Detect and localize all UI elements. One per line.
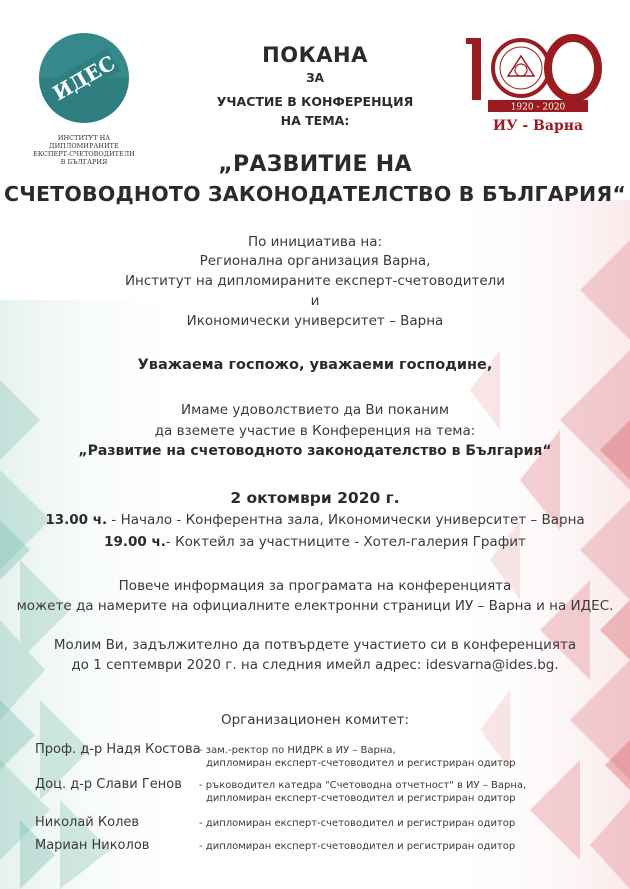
committee-member-role: - дипломиран експерт-счетоводител и регистриран одитор [199,818,516,829]
initiative-org-2: Институт на дипломираните експерт-счетоводители [124,273,506,289]
initiative-intro: По инициатива на: [247,234,383,250]
schedule-time: 19.00 ч. [104,534,166,550]
conference-title-line-2: СЧЕТОВОДНОТО ЗАКОНОДАТЕЛСТВО В БЪЛГАРИЯ“ [3,182,627,206]
iu-years: 1920 - 2020 [510,102,566,113]
header-line-2: УЧАСТИЕ В КОНФЕРЕНЦИЯ [216,94,414,109]
ides-caption-line: ЕКСПЕРТ-СЧЕТОВОДИТЕЛИ [33,150,135,158]
header-line-3: НА ТЕМА: [280,113,350,128]
committee-title: Организационен комитет: [220,712,410,728]
header-za: ЗА [306,71,324,85]
committee-member-role: - дипломиран експерт-счетоводител и регистриран одитор [199,841,516,852]
schedule-text: - Начало - Конферентна зала, Икономически университет – Варна [107,512,585,528]
info-line-2: можете да намерите на официалните електронни страници ИУ – Варна и на ИДЕС. [16,598,614,614]
initiative-and: и [310,293,320,309]
committee-member-name: Доц. д-р Слави Генов [35,777,182,792]
committee-member-role: - ръководител катедра "Счетоводна отчетност" в ИУ – Варна, [199,780,527,791]
committee-member-name: Мариан Николов [35,838,150,853]
confirm-line-1: Молим Ви, задължително да потвърдете участието си в конференцията [53,637,577,653]
schedule-time: 13.00 ч. [45,512,108,528]
event-date: 2 октомври 2020 г. [230,489,400,507]
schedule-text: - Коктейл за участниците - Хотел-галерия Графит [165,534,526,550]
iu-label: ИУ - Варна [492,118,584,134]
info-line-1: Повече информация за програмата на конференцията [118,578,512,594]
initiative-org-3: Икономически университет – Варна [186,313,444,329]
schedule-item [0,534,630,550]
ides-caption-line: ИНСТИТУТ НА ДИПЛОМИРАНИТЕ [49,134,119,150]
committee-member-role: - зам.-ректор по НИДРК в ИУ – Варна, [199,745,396,756]
committee-member-role: дипломиран експерт-счетоводител и регистриран одитор [206,758,516,769]
greeting: Уважаема госпожо, уважаеми господине, [137,357,493,373]
schedule-item [0,512,630,528]
committee-member-name: Проф. д-р Надя Костова [35,742,201,757]
invite-line-2: да вземете участие в Конференция на тема: [154,423,476,439]
committee-member-role: дипломиран експерт-счетоводител и регистриран одитор [206,793,516,804]
page-title: ПОКАНА [262,43,368,67]
ides-caption-line: В БЪЛГАРИЯ [60,158,108,166]
confirm-line-2: до 1 септември 2020 г. на следния имейл адрес: idesvarna@ides.bg. [71,657,559,673]
conference-title-line-1: „РАЗВИТИЕ НА [218,152,412,177]
invite-line-1: Имаме удоволствието да Ви поканим [180,402,450,418]
ides-logo-text: ИДЕС [48,50,120,106]
committee-member-name: Николай Колев [35,815,140,830]
initiative-org-1: Регионална организация Варна, [199,253,431,269]
invite-topic: „Развитие на счетоводното законодателство в България“ [78,443,552,459]
